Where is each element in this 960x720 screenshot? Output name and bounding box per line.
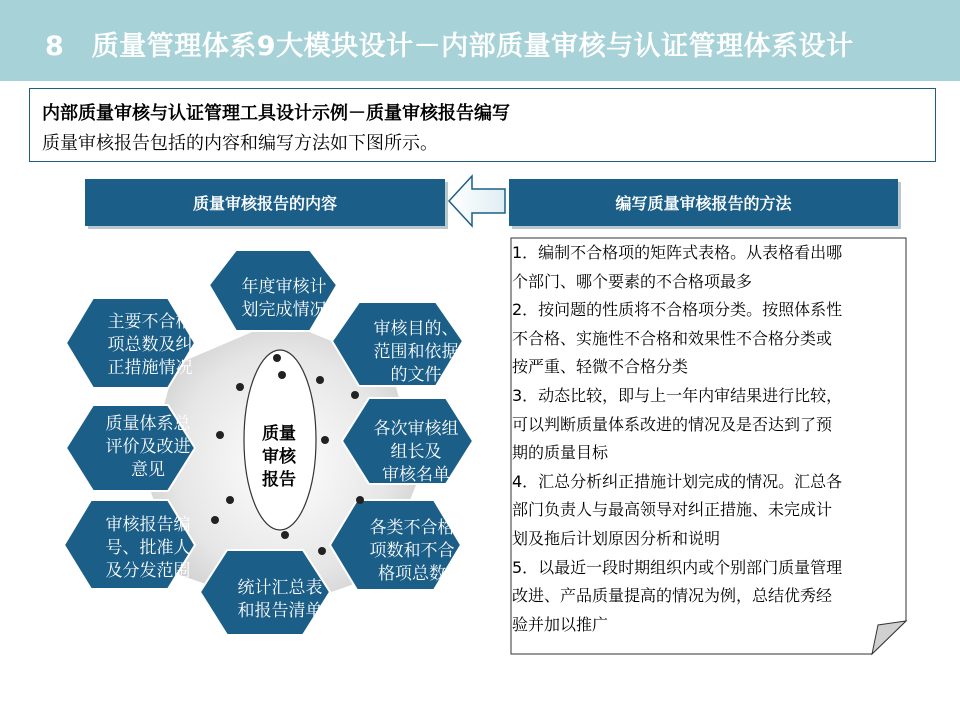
method-line: 划及拖后计划原因分析和说明: [512, 528, 721, 548]
method-line: 验并加以推广: [512, 614, 609, 634]
method-header: 编写质量审核报告的方法: [509, 179, 898, 226]
center-label-line: 质量: [262, 424, 296, 444]
left-arrow-icon: [445, 170, 509, 232]
hex-label-lower-right: 各类不合格 项数和不合 格项总数: [369, 518, 455, 584]
hex-label-upper-right: 审核目的、 范围和依据 的文件: [373, 319, 459, 385]
method-line: 按严重、轻微不合格分类: [512, 357, 689, 377]
intro-box: [29, 88, 936, 162]
method-line: 改进、产品质量提高的情况为例，总结优秀经: [512, 586, 833, 606]
intro-body: 质量审核报告包括的内容和编写方法如下图所示。: [42, 133, 438, 154]
intro-heading: 内部质量审核与认证管理工具设计示例－质量审核报告编写: [42, 103, 510, 124]
hex-label-mid-right: 各次审核组 组长及 审核名单: [373, 419, 459, 485]
method-line: 3．动态比较，即与上一年内审结果进行比较，: [512, 385, 843, 405]
hex-label-top: 年度审核计 划完成情况: [241, 277, 327, 320]
method-line: 个部门、哪个要素的不合格项最多: [512, 271, 753, 291]
center-label: [246, 423, 312, 492]
method-line: 2．按问题的性质将不合格项分类。按照体系性: [512, 300, 843, 320]
method-line: 可以判断质量体系改进的情况及是否达到了预: [512, 414, 833, 434]
page-title: 8 质量管理体系9大模块设计－内部质量审核与认证管理体系设计: [45, 31, 854, 62]
center-label-line: 审核: [262, 447, 296, 467]
content-header: 质量审核报告的内容: [85, 179, 445, 226]
hex-label-lower-left: 审核报告编 号、批准人 及分发范围: [105, 515, 191, 581]
center-label-line: 报告: [262, 470, 296, 490]
method-line: 4．汇总分析纠正措施计划完成的情况。汇总各: [512, 471, 843, 491]
method-line: 1．编制不合格项的矩阵式表格。从表格看出哪: [512, 243, 843, 262]
method-line: 部门负责人与最高领导对纠正措施、未完成计: [512, 500, 833, 520]
method-list: [512, 239, 906, 639]
method-line: 5．以最近一段时期组织内或个别部门质量管理: [512, 557, 843, 577]
method-box: [508, 235, 908, 655]
hex-label-upper-left: 主要不合格 项总数及纠 正措施情况: [107, 312, 193, 378]
title-bar: [0, 0, 960, 81]
method-line: 期的质量目标: [512, 443, 609, 463]
hex-label-bottom: 统计汇总表 和报告清单: [237, 578, 323, 621]
hex-label-mid-left: 质量体系总 评价及改进 意见: [105, 414, 191, 480]
method-line: 不合格、实施性不合格和效果性不合格分类或: [512, 328, 833, 348]
